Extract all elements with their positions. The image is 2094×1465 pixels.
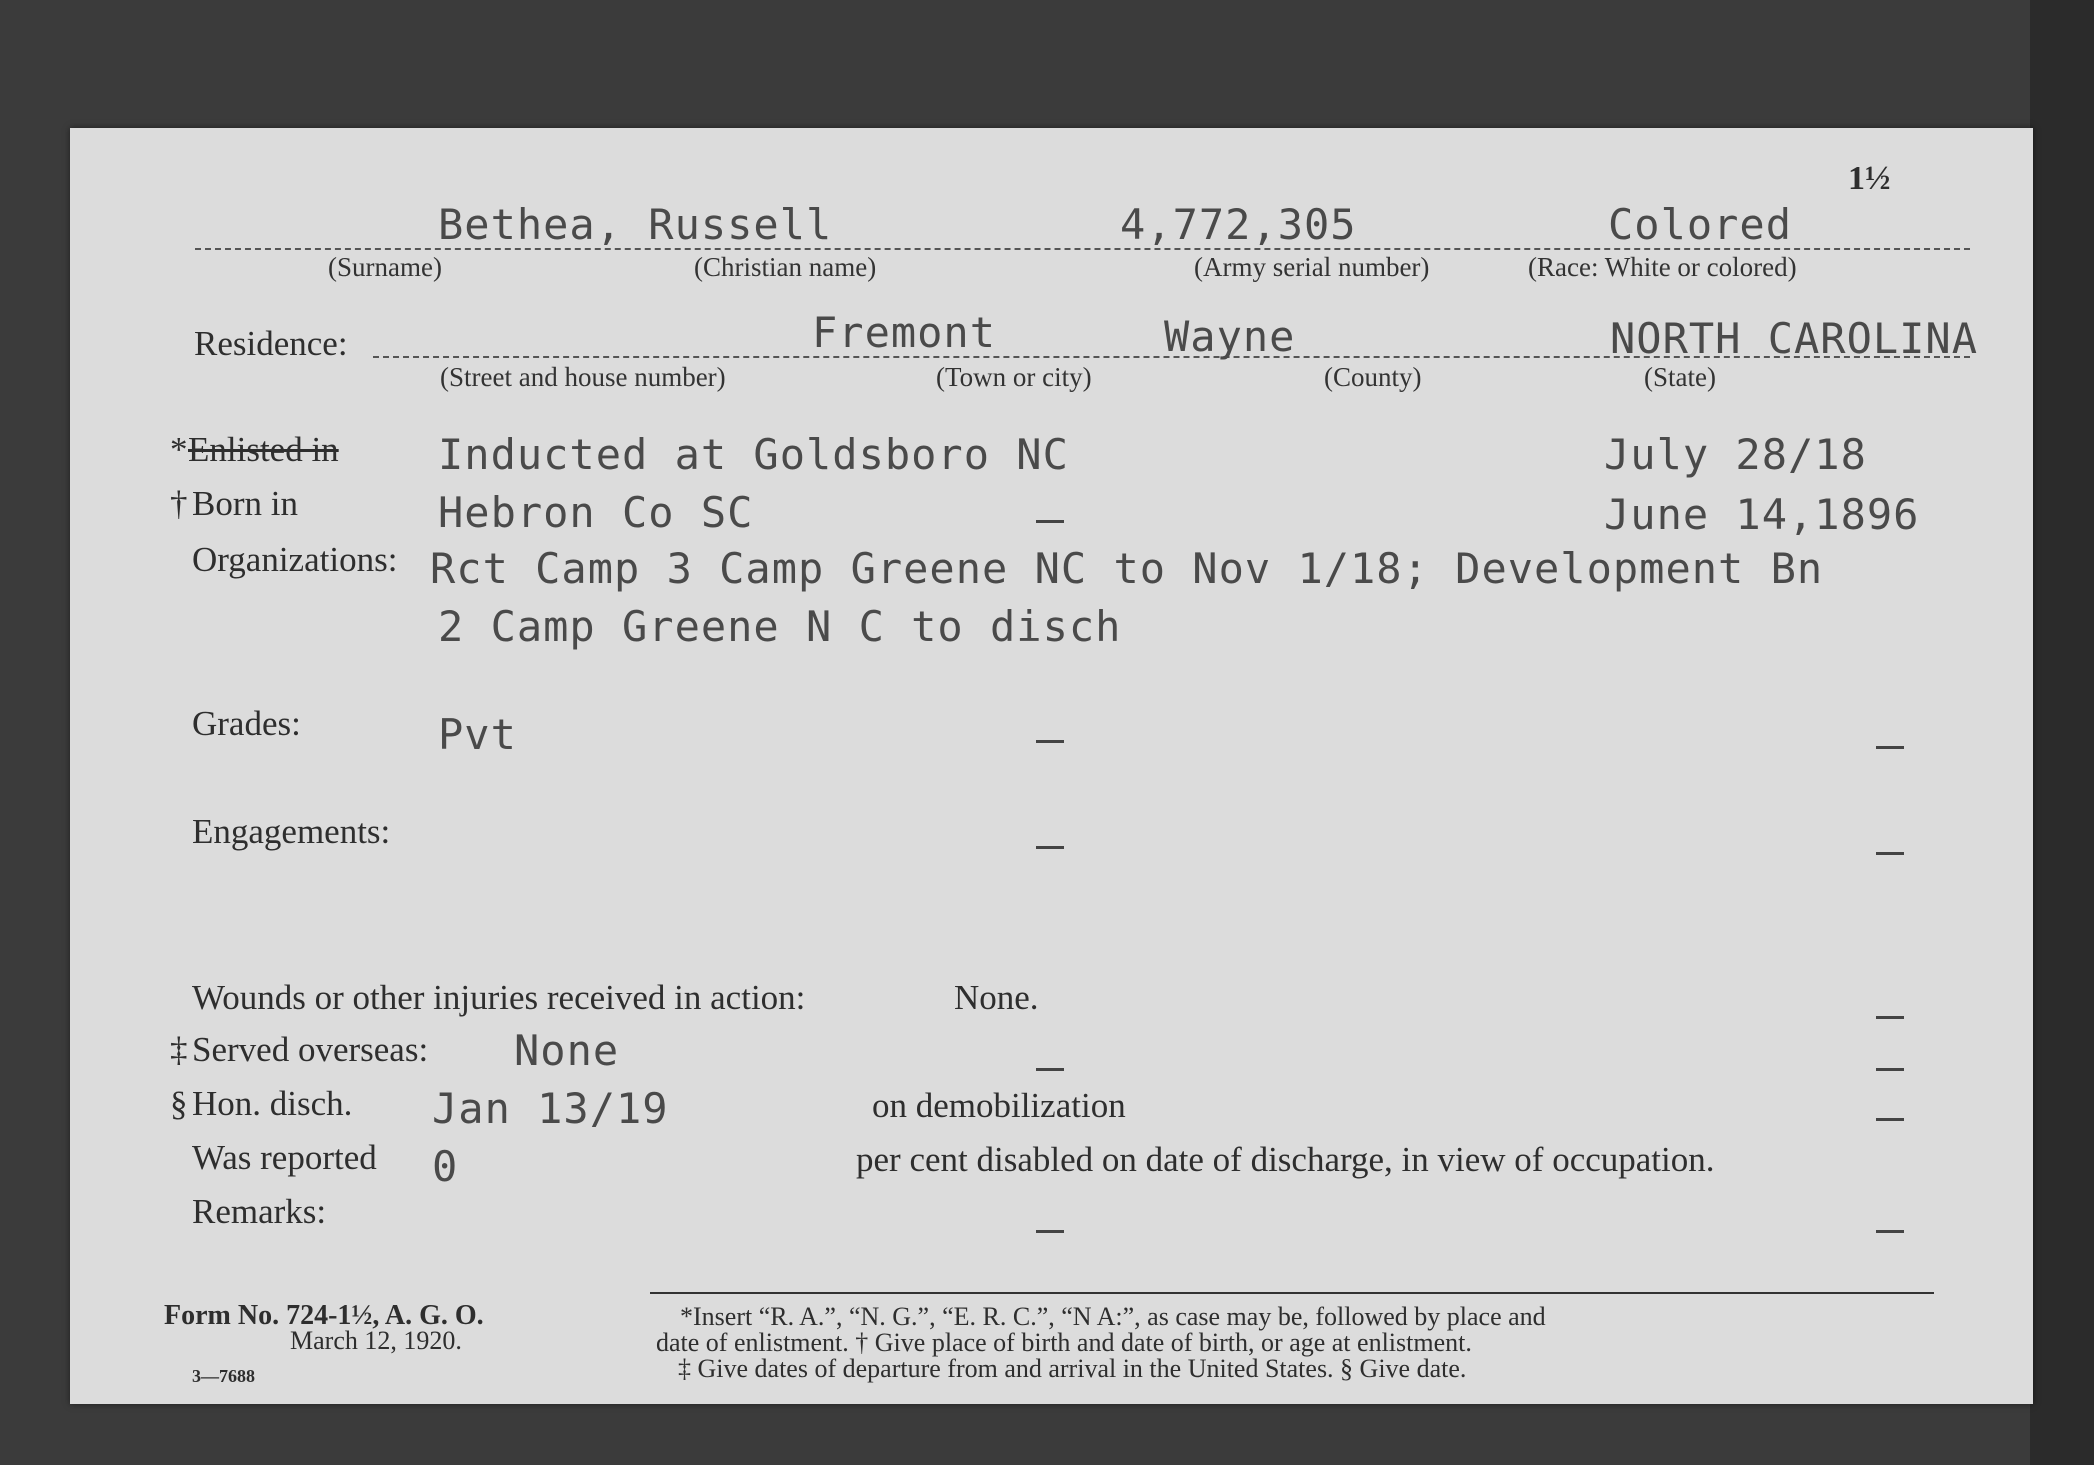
born-marker: † [170, 484, 188, 523]
remarks-dash-middle [1036, 1230, 1064, 1233]
reported-note: per cent disabled on date of discharge, in view of occupation. [856, 1140, 1715, 1179]
reported-label: Was reported [192, 1138, 377, 1177]
grades-dash-middle [1036, 740, 1064, 743]
residence-state: NORTH CAROLINA [1610, 314, 1979, 363]
print-code: 3—7688 [192, 1366, 255, 1386]
overseas-dash-middle [1036, 1068, 1064, 1071]
engagements-dash-right [1876, 852, 1904, 855]
remarks-dash-right [1876, 1230, 1904, 1233]
discharge-dash-right [1876, 1118, 1904, 1121]
overseas-dash-right [1876, 1068, 1904, 1071]
organizations-line2: 2 Camp Greene N C to disch [438, 602, 1122, 651]
born-label: Born in [192, 484, 298, 523]
race: Colored [1608, 200, 1793, 249]
enlisted-label: Enlisted in [188, 430, 339, 469]
caption-serial: (Army serial number) [1194, 252, 1430, 282]
enlisted-date: July 28/18 [1604, 430, 1867, 479]
caption-street: (Street and house number) [440, 362, 726, 392]
organizations-line1: Rct Camp 3 Camp Greene NC to Nov 1/18; Development Bn [430, 544, 1824, 593]
caption-county: (County) [1324, 362, 1422, 392]
grades-value: Pvt [438, 710, 517, 759]
born-date: June 14,1896 [1604, 490, 1920, 539]
caption-state: (State) [1644, 362, 1716, 392]
residence-county: Wayne [1164, 312, 1296, 361]
corner-number: 1½ [1848, 160, 1891, 197]
born-value: Hebron Co SC [438, 488, 754, 537]
enlisted-marker: * [170, 430, 188, 469]
caption-town: (Town or city) [936, 362, 1092, 392]
record-card [70, 128, 2033, 1404]
footnote-overseas: ‡ Give dates of departure from and arrival in the United States. § Give date. [678, 1354, 1467, 1383]
header-dashed-line [195, 248, 1970, 250]
form-date: March 12, 1920. [290, 1326, 462, 1355]
remarks-label: Remarks: [192, 1192, 327, 1231]
caption-race: (Race: White or colored) [1528, 252, 1797, 282]
wounds-value: None. [954, 978, 1039, 1017]
discharge-marker: § [170, 1084, 188, 1123]
born-blank-dash [1036, 520, 1064, 523]
footnote-born: date of enlistment. † Give place of birth and date of birth, or age at enlistment. [656, 1328, 1472, 1357]
footer-rule-left [650, 1292, 1810, 1294]
discharge-label: Hon. disch. [192, 1084, 353, 1123]
footnote-enlisted: *Insert “R. A.”, “N. G.”, “E. R. C.”, “N A:”, as case may be, followed by place and [680, 1302, 1546, 1331]
organizations-label: Organizations: [192, 540, 398, 579]
reported-value: 0 [432, 1142, 459, 1191]
caption-surname: (Surname) [328, 252, 442, 282]
form-number: Form No. 724-1½, A. G. O. [164, 1300, 484, 1331]
caption-christian-name: (Christian name) [694, 252, 877, 282]
scanner-background-edge [2030, 0, 2094, 1465]
wounds-label: Wounds or other injuries received in action: [192, 978, 806, 1017]
grades-label: Grades: [192, 704, 301, 743]
wounds-dash-right [1876, 1016, 1904, 1019]
overseas-marker: ‡ [170, 1030, 188, 1069]
surname-name: Bethea, Russell [438, 200, 833, 249]
discharge-note: on demobilization [872, 1086, 1126, 1125]
enlisted-value: Inducted at Goldsboro NC [438, 430, 1069, 479]
residence-label: Residence: [194, 324, 348, 363]
overseas-label: Served overseas: [192, 1030, 429, 1069]
engagements-dash-middle [1036, 846, 1064, 849]
footer-rule-right [1758, 1292, 1934, 1294]
engagements-label: Engagements: [192, 812, 391, 851]
residence-town: Fremont [812, 308, 997, 357]
army-serial-number: 4,772,305 [1120, 200, 1357, 249]
overseas-value: None [514, 1026, 620, 1075]
grades-dash-right [1876, 746, 1904, 749]
discharge-date: Jan 13/19 [432, 1084, 669, 1133]
